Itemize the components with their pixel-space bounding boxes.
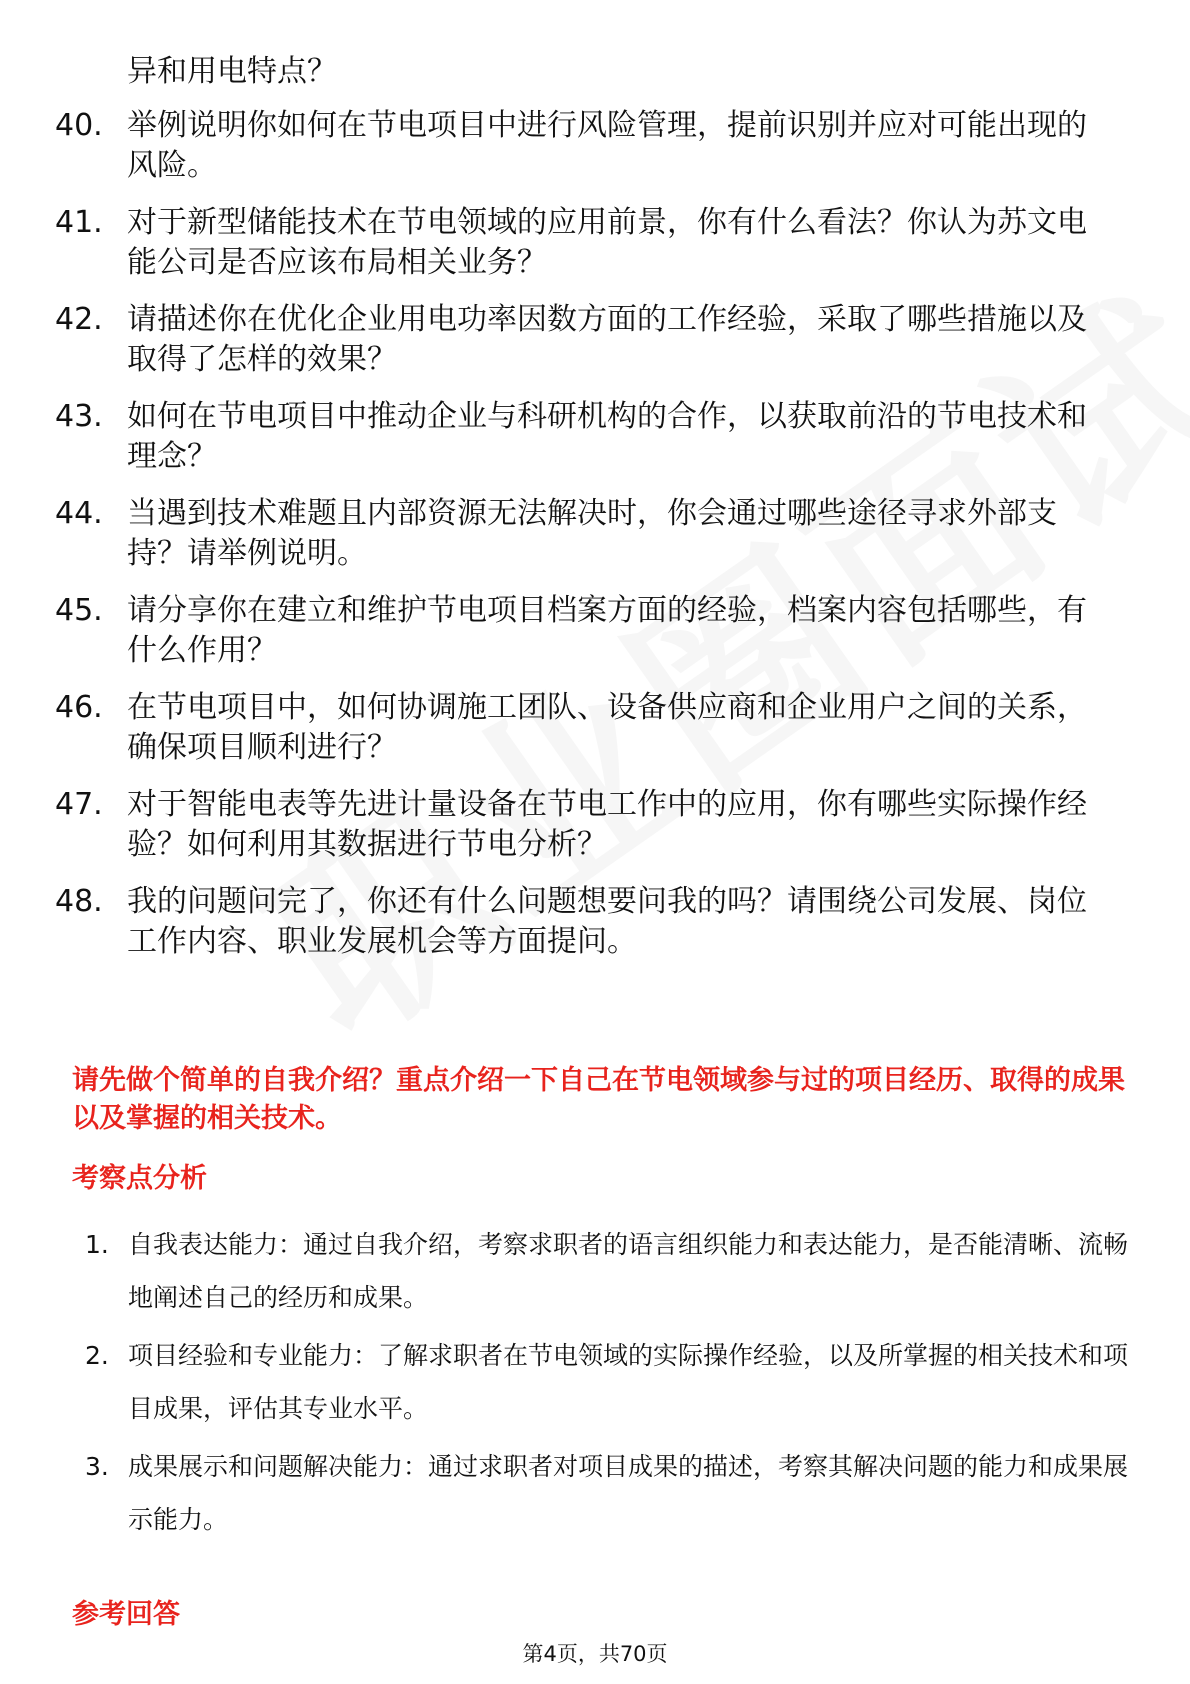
question-item — [55, 397, 1125, 477]
analysis-number: 1. — [85, 1230, 109, 1259]
question-number: 48. — [55, 884, 103, 919]
analysis-item — [85, 1329, 1130, 1435]
question-number: 46. — [55, 690, 103, 725]
analysis-text: 自我表达能力：通过自我介绍，考察求职者的语言组织能力和表达能力，是否能清晰、流畅地阐述自己的经历和成果。 — [128, 1230, 1129, 1312]
question-item — [55, 591, 1125, 671]
featured-question: 请先做个简单的自我介绍？重点介绍一下自己在节电领域参与过的项目经历、取得的成果以及掌握的相关技术。 — [72, 1065, 1125, 1134]
question-continuation: 异和用电特点？ — [127, 54, 337, 89]
question-item — [55, 688, 1125, 768]
question-text: 在节电项目中，如何协调施工团队、设备供应商和企业用户之间的关系，确保项目顺利进行？ — [127, 690, 1087, 765]
analysis-heading: 考察点分析 — [72, 1163, 207, 1194]
question-number: 40. — [55, 108, 103, 143]
question-text: 请分享你在建立和维护节电项目档案方面的经验，档案内容包括哪些，有什么作用？ — [127, 593, 1087, 668]
question-item — [55, 300, 1125, 380]
page-footer: 第4页，共70页 — [522, 1642, 668, 1666]
question-text: 如何在节电项目中推动企业与科研机构的合作，以获取前沿的节电技术和理念？ — [127, 399, 1087, 474]
question-number: 41. — [55, 205, 103, 240]
question-text: 当遇到技术难题且内部资源无法解决时，你会通过哪些途径寻求外部支持？请举例说明。 — [127, 496, 1057, 571]
question-item — [55, 106, 1125, 186]
question-item — [55, 785, 1125, 865]
question-number: 45. — [55, 593, 103, 628]
question-text: 举例说明你如何在节电项目中进行风险管理，提前识别并应对可能出现的风险。 — [127, 108, 1087, 183]
question-text: 对于新型储能技术在节电领域的应用前景，你有什么看法？你认为苏文电能公司是否应该布局相关业务？ — [127, 205, 1087, 280]
analysis-text: 项目经验和专业能力：了解求职者在节电领域的实际操作经验，以及所掌握的相关技术和项目成果，评估其专业水平。 — [128, 1341, 1129, 1423]
question-number: 43. — [55, 399, 103, 434]
question-text: 对于智能电表等先进计量设备在节电工作中的应用，你有哪些实际操作经验？如何利用其数据进行节电分析？ — [127, 787, 1087, 862]
analysis-item — [85, 1440, 1130, 1546]
question-number: 44. — [55, 496, 103, 531]
question-text: 请描述你在优化企业用电功率因数方面的工作经验，采取了哪些措施以及取得了怎样的效果？ — [127, 302, 1087, 377]
analysis-number: 3. — [85, 1452, 109, 1481]
analysis-number: 2. — [85, 1341, 109, 1370]
analysis-text: 成果展示和问题解决能力：通过求职者对项目成果的描述，考察其解决问题的能力和成果展示能力。 — [128, 1452, 1129, 1534]
answer-heading: 参考回答 — [72, 1599, 180, 1630]
question-item — [55, 203, 1125, 283]
question-item — [55, 882, 1125, 962]
analysis-item — [85, 1218, 1130, 1324]
question-list — [55, 106, 1125, 979]
question-item — [55, 494, 1125, 574]
question-text: 我的问题问完了，你还有什么问题想要问我的吗？请围绕公司发展、岗位工作内容、职业发展机会等方面提问。 — [127, 884, 1087, 959]
question-number: 47. — [55, 787, 103, 822]
analysis-list — [85, 1218, 1130, 1551]
question-number: 42. — [55, 302, 103, 337]
